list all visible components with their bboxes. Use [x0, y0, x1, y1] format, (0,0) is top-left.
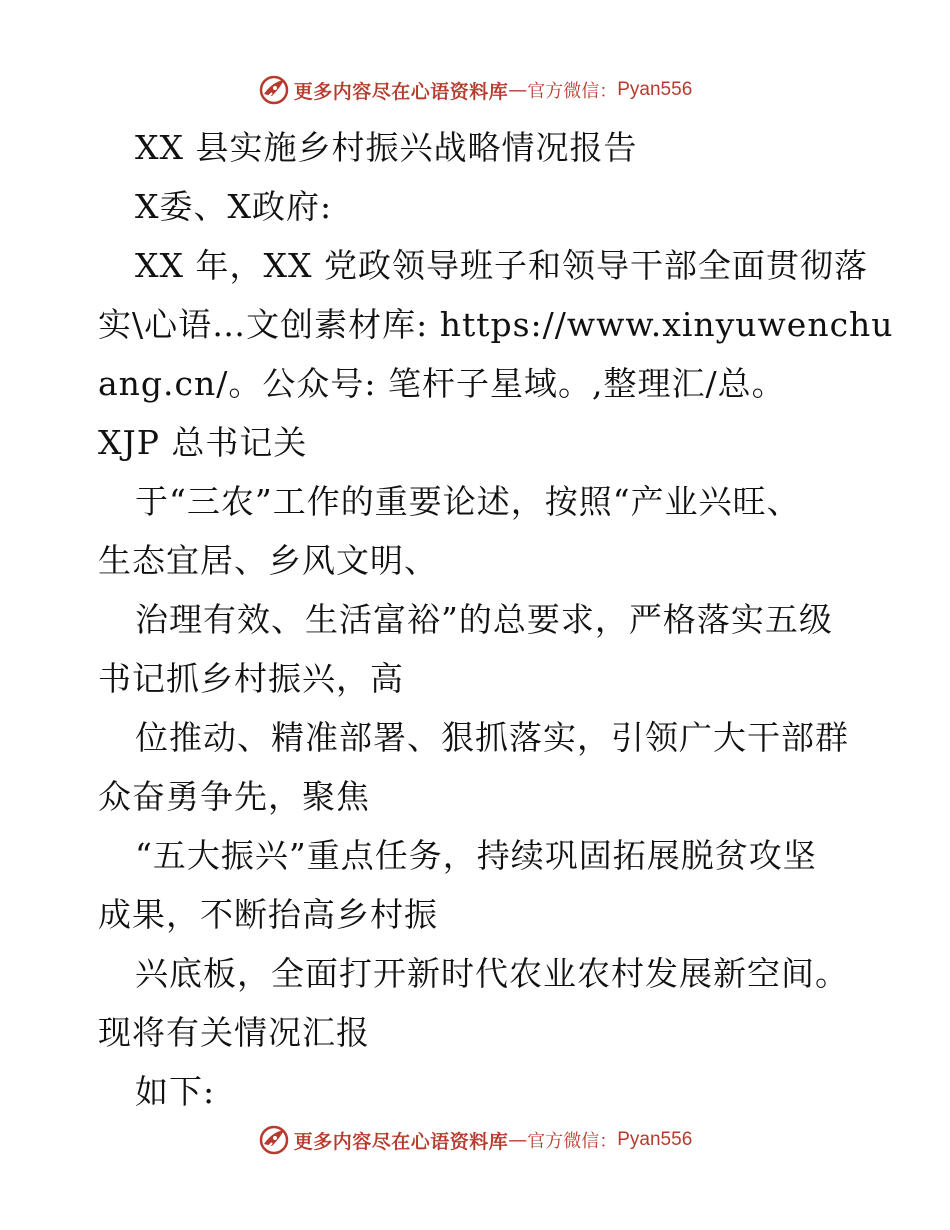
document-title: XX 县实施乡村振兴战略情况报告 — [135, 128, 638, 167]
document-line: 生态宜居、乡风文明、 — [98, 541, 438, 580]
document-line: 现将有关情况汇报 — [98, 1013, 370, 1052]
document-line: 于“三农”工作的重要论述，按照“产业兴旺、 — [135, 482, 801, 521]
document-line: “五大振兴”重点任务，持续巩固拓展脱贫攻坚 — [135, 836, 817, 875]
document-line: 实\心语…文创素材库: https://www.xinyuwenchu — [98, 305, 894, 344]
banner-dash: — — [508, 79, 528, 101]
pen-nib-logo-icon — [258, 74, 290, 106]
document-line: 兴底板，全面打开新时代农业农村发展新空间。 — [135, 954, 849, 993]
header-banner — [0, 70, 950, 110]
banner-brand-text: 更多内容尽在心语资料库 — [293, 1130, 509, 1153]
footer-banner — [0, 1120, 950, 1160]
banner-brand-text: 更多内容尽在心语资料库 — [293, 80, 509, 103]
banner-official-label: 官方微信： — [527, 81, 618, 102]
document-line: 治理有效、生活富裕”的总要求，严格落实五级 — [135, 600, 833, 639]
banner-wechat-id: Pyan556 — [617, 1129, 693, 1150]
banner-dash: — — [508, 1129, 528, 1151]
document-line: XJP 总书记关 — [98, 423, 308, 462]
document-line: 书记抓乡村振兴，高 — [98, 659, 404, 698]
document-line: 成果，不断抬高乡村振 — [98, 895, 438, 934]
document-line: 如下: — [135, 1072, 216, 1111]
document-line: ang.cn/。公众号: 笔杆子星域。,整理汇/总。 — [98, 364, 786, 403]
document-line: XX 年，XX 党政领导班子和领导干部全面贯彻落 — [135, 246, 868, 285]
document-salutation: X委、X政府: — [135, 187, 333, 226]
banner-official-label: 官方微信： — [527, 1131, 618, 1152]
banner-wechat-id: Pyan556 — [617, 79, 693, 100]
pen-nib-logo-icon — [258, 1124, 290, 1156]
document-line: 众奋勇争先，聚焦 — [98, 777, 370, 816]
document-line: 位推动、精准部署、狠抓落实，引领广大干部群 — [135, 718, 849, 757]
document-body — [98, 118, 894, 1121]
